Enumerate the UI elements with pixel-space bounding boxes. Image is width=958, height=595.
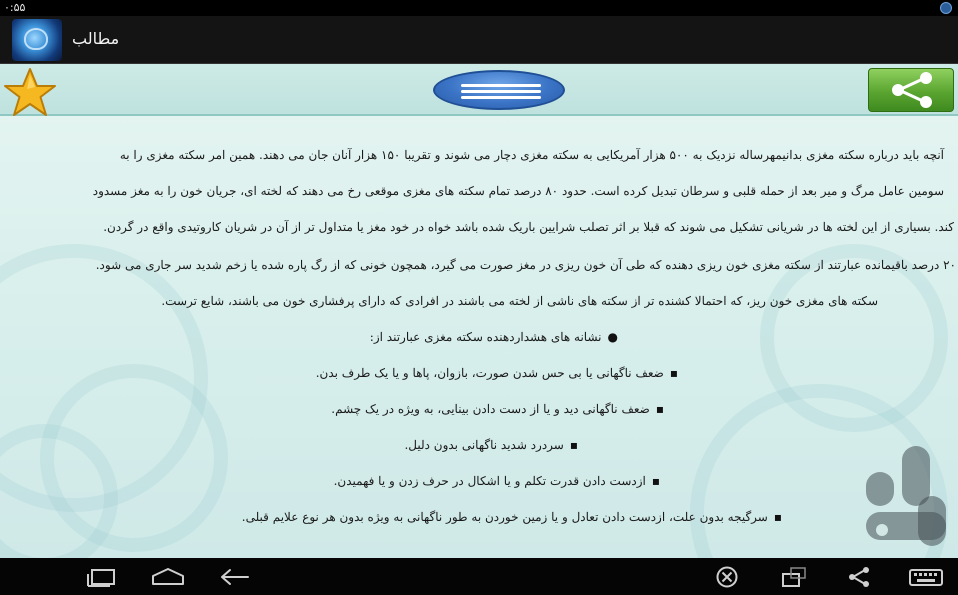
star-icon[interactable] (2, 67, 58, 119)
bullet-dot: ● (607, 330, 618, 344)
share-icon[interactable] (868, 68, 954, 112)
home-icon[interactable] (150, 566, 186, 588)
close-circle-icon[interactable] (714, 566, 740, 588)
notification-icon (940, 2, 952, 14)
bullet-square: ▪ (773, 510, 782, 524)
menu-line (461, 90, 541, 93)
status-time: ۰:۵۵ (4, 1, 26, 14)
bullet-square: ▪ (669, 366, 678, 380)
paragraph-line: سومین عامل مرگ و میر بعد از حمله قلبی و سرطان تبدیل کرده است. حدود ۸۰ درصد تمام سکته های مغزی موقعی رخ می دهند که لخته ای، جریان خون را به مغز مسدود (92, 184, 944, 198)
hamburger-menu-icon[interactable] (433, 70, 565, 110)
bullet-square: ▪ (569, 438, 578, 452)
back-icon[interactable] (218, 566, 252, 588)
status-bar (0, 0, 958, 16)
paragraph-line: ۲۰ درصد باقیمانده عبارتند از سکته مغزی خون ریزی دهنده که طی آن خون ریزی در مغز صورت می گیرد، همچون خونی که از رگ پاره شده یا زخم شدید سر جاری می شود. (95, 258, 956, 272)
list-item: ▪ازدست دادن قدرت تکلم و یا اشکال در حرف زدن و یا فهمیدن. (333, 474, 660, 488)
paragraph-line: آنچه باید درباره سکته مغزی بدانیمهرساله نزدیک به ۵۰۰ هزار آمریکایی به سکته مغزی دچار می شوند و تقریبا ۱۵۰ هزار آنان جان می دهند. همین امر سکته مغزی را به (119, 148, 944, 162)
bullet-square: ▪ (655, 402, 664, 416)
share-icon[interactable] (846, 566, 872, 588)
store-watermark-icon (852, 436, 952, 556)
background-swirl (760, 244, 948, 432)
action-bar (0, 16, 958, 64)
navigation-bar (0, 558, 958, 595)
list-item: ▪ضعف ناگهانی یا بی حس شدن صورت، بازوان، پاها و یا یک طرف بدن. (315, 366, 678, 380)
list-item: ▪سردرد شدید ناگهانی بدون دلیل. (404, 438, 578, 452)
signs-heading: ●نشانه های هشداردهنده سکته مغزی عبارتند از: (369, 330, 618, 344)
menu-line (461, 96, 541, 99)
content-toolbar (0, 64, 958, 116)
content-area[interactable] (0, 64, 958, 558)
bullet-square: ▪ (651, 474, 660, 488)
menu-line (461, 84, 541, 87)
list-item: ▪سرگیجه بدون علت، ازدست دادن تعادل و یا زمین خوردن به طور ناگهانی به ویژه بدون هر نوع علایم قبلی. (241, 510, 782, 524)
keyboard-icon[interactable] (908, 566, 944, 588)
recent-apps-icon[interactable] (86, 566, 118, 588)
paragraph-line: سکته های مغزی خون ریز، که احتمالا کشنده تر از سکته های ناشی از لخته می باشند در افرادی که دارای پرفشاری خون می باشند، شایع ترست. (161, 294, 878, 308)
list-item: ▪ضعف ناگهانی دید و یا از دست دادن بینایی، به ویژه در یک چشم. (331, 402, 664, 416)
action-bar-title: مطالب (72, 29, 120, 48)
paragraph-line: کند. بسیاری از این لخته ها در شریانی تشکیل می شوند که قبلا بر اثر تصلب شرایین باریک شده باشد خواه در خود مغز یا متداول تر از آن در شریان کاروتیدی واقع در گردن. (103, 220, 954, 234)
brain-icon[interactable] (12, 19, 62, 61)
screen-rotate-icon[interactable] (780, 566, 808, 588)
